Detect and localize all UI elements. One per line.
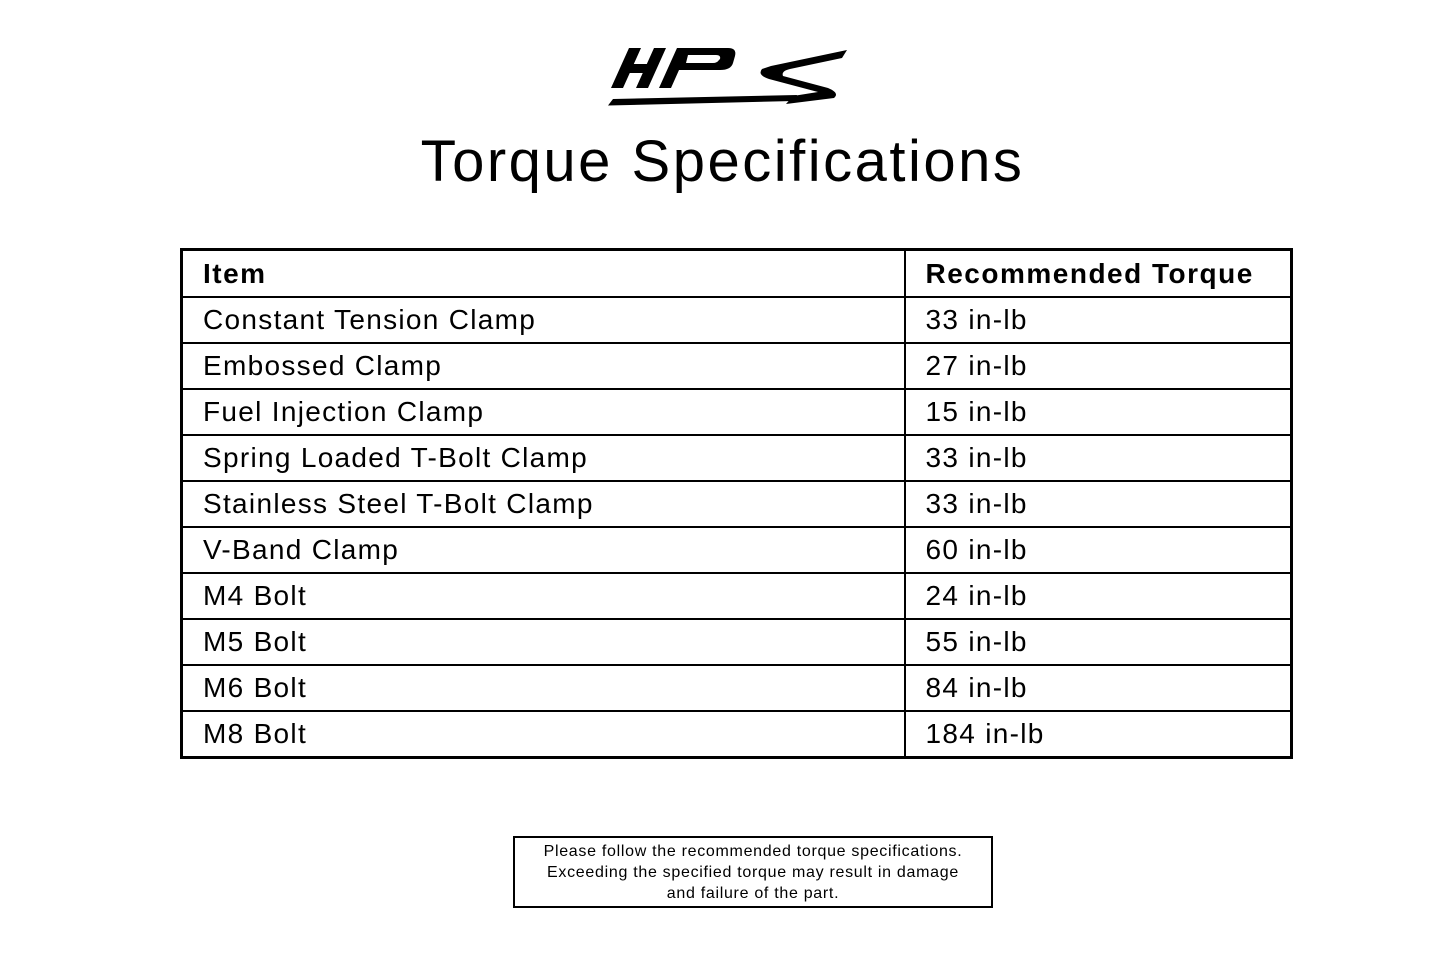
- torque-cell: 24 in-lb: [905, 573, 1292, 619]
- item-cell: Fuel Injection Clamp: [182, 389, 905, 435]
- table-header-row: [182, 250, 1292, 298]
- torque-spec-table: [180, 248, 1293, 759]
- torque-cell: 27 in-lb: [905, 343, 1292, 389]
- note-line: and failure of the part.: [666, 884, 840, 902]
- torque-cell: 84 in-lb: [905, 665, 1292, 711]
- table-row: [182, 297, 1292, 343]
- table-row: [182, 619, 1292, 665]
- hps-logo-letter-p: [659, 48, 735, 88]
- page-title: Torque Specifications: [420, 129, 1025, 194]
- table-row: [182, 343, 1292, 389]
- torque-cell: 33 in-lb: [905, 297, 1292, 343]
- warning-note: [513, 836, 993, 908]
- item-cell: M5 Bolt: [182, 619, 905, 665]
- torque-cell: 33 in-lb: [905, 481, 1292, 527]
- table-row: [182, 481, 1292, 527]
- table-row: [182, 573, 1292, 619]
- item-cell: M8 Bolt: [182, 711, 905, 758]
- table-row: [182, 389, 1292, 435]
- table-row: [182, 665, 1292, 711]
- torque-cell: 60 in-lb: [905, 527, 1292, 573]
- table-row: [182, 527, 1292, 573]
- item-cell: Spring Loaded T-Bolt Clamp: [182, 435, 905, 481]
- table-row: [182, 711, 1292, 758]
- item-cell: M4 Bolt: [182, 573, 905, 619]
- item-cell: Stainless Steel T-Bolt Clamp: [182, 481, 905, 527]
- note-line: Please follow the recommended torque specifications.: [543, 842, 963, 860]
- column-header-item: Item: [182, 250, 905, 298]
- torque-cell: 15 in-lb: [905, 389, 1292, 435]
- hps-logo-underline-swoosh: [608, 95, 797, 106]
- torque-cell: 184 in-lb: [905, 711, 1292, 758]
- hps-logo-letter-h: [611, 48, 666, 88]
- note-line: Exceeding the specified torque may result in damage: [547, 863, 959, 881]
- table-row: [182, 435, 1292, 481]
- column-header-torque: Recommended Torque: [905, 250, 1292, 298]
- item-cell: M6 Bolt: [182, 665, 905, 711]
- table-body: [182, 297, 1292, 758]
- torque-cell: 55 in-lb: [905, 619, 1292, 665]
- item-cell: Embossed Clamp: [182, 343, 905, 389]
- torque-cell: 33 in-lb: [905, 435, 1292, 481]
- item-cell: Constant Tension Clamp: [182, 297, 905, 343]
- hps-logo-graphic: [604, 38, 850, 110]
- hps-logo: [604, 38, 850, 110]
- item-cell: V-Band Clamp: [182, 527, 905, 573]
